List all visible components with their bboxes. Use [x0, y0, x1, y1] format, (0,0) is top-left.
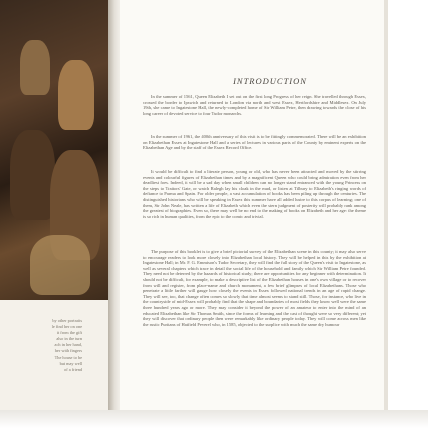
tudor-painting-illustration — [0, 0, 110, 300]
facing-page — [0, 300, 110, 410]
paragraph: It would be difficult to find a literate person, young or old, who has never been attracted and moved by the stirring events and colourful figures of Elizabethan times and by a magnificent Queen who could bring admiration even from her deadliest foes. Indeed, it will be a sad day when small children can no longer stand entranced with the young Princess on the steps to Traitors' Gate, or watch Ralegh lay his cloak in the mud, or listen at Tilbury to Elizabeth's ringing words of defiance to Parma and Spain. For older people, a vast accumulation of books has been piling up through the centuries. The distinguished historians who will be speaking in Essex this summer have all added lustre to this corpus of learning; one of them, Sir John Neale, has written a life of Elizabeth which even the stern judgment of posterity will probably rank among the greatest of biographies. Even so, there may well be no end to the making of books on Elizabeth and her age: the theme is so rich in human qualities, from the epic to the comic and trivial. — [143, 169, 366, 219]
paragraph: In the summer of 1961, the 400th anniversary of this visit is to be fittingly commemorated. There will be an exhibition on Elizabethan Essex at Ingatestone Hall and a series of lectures in various parts of the County by eminent experts on the Elizabethan Age and by the staff of the Essex Record Office. — [143, 134, 366, 151]
painting-highlight — [30, 235, 90, 295]
facing-page-text: by other portraits le find her on one it from the gift also in the turn ach in her hand, her with fingers The house to be but may well of a friend — [51, 318, 82, 372]
page-edge — [384, 0, 388, 410]
painting-figure — [10, 130, 55, 220]
paragraph: The purpose of this booklet is to give a brief pictorial survey of the Elizabethan scene in this county; it may also serve to encourage readers to look more closely into Elizabethan local history. They will be helped in this by the exhibition at Ingatestone Hall; in Mr. F. G. Emmison's Tudor Secretary, they will find the full story of the Queen's visit to Ingatestone, as well as several chapters which trace in detail the social life of the household and family which Sir William Petre founded. They need not be deterred by the hazards of historical study; there are opportunities for any beginner with determination. It should not be difficult, for example, to make a descriptive list of the Elizabethan houses in one's own village or to recover from will and register, from place-name and church monument, a few brief glimpses of local Elizabethans. Those who penetrate a little farther will gauge how closely the events in Essex followed national trends in an age of rapid change. They will see, too, that change often comes so slowly that time almost seems to stand still. Those, for instance, who live in the countryside of mid-Essex will probably find that the shape and boundaries of most fields they know well were the same three hundred years ago or more. They may consider it beyond the power of an amateur to enter into the mind of an educated Elizabethan like Sir Thomas Smith, since the forms of learning and the cast of thought were so very different; yet they will discover that ordinary people then were remarkably like ordinary people today. They will come across men like the rustic Puritans of Hatfield Peverel who, in 1585, objected to the surplice with much the same dry humour — [143, 249, 366, 327]
paragraph: In the summer of 1561, Queen Elizabeth I set out on the first long Progress of her reign. She travelled through Essex, crossed the border to Ipswich and returned to London via north and west Essex, Hertfordshire and Middlesex. On July 19th, she came to Ingatestone Hall, the newly-completed home of Sir William Petre, then drawing towards the close of his long career of devoted service to four Tudor monarchs. — [143, 94, 366, 116]
page-title: INTRODUCTION — [233, 76, 307, 86]
painting-figure — [58, 60, 94, 130]
page-shadow — [0, 410, 428, 428]
painting-figure — [20, 40, 50, 95]
